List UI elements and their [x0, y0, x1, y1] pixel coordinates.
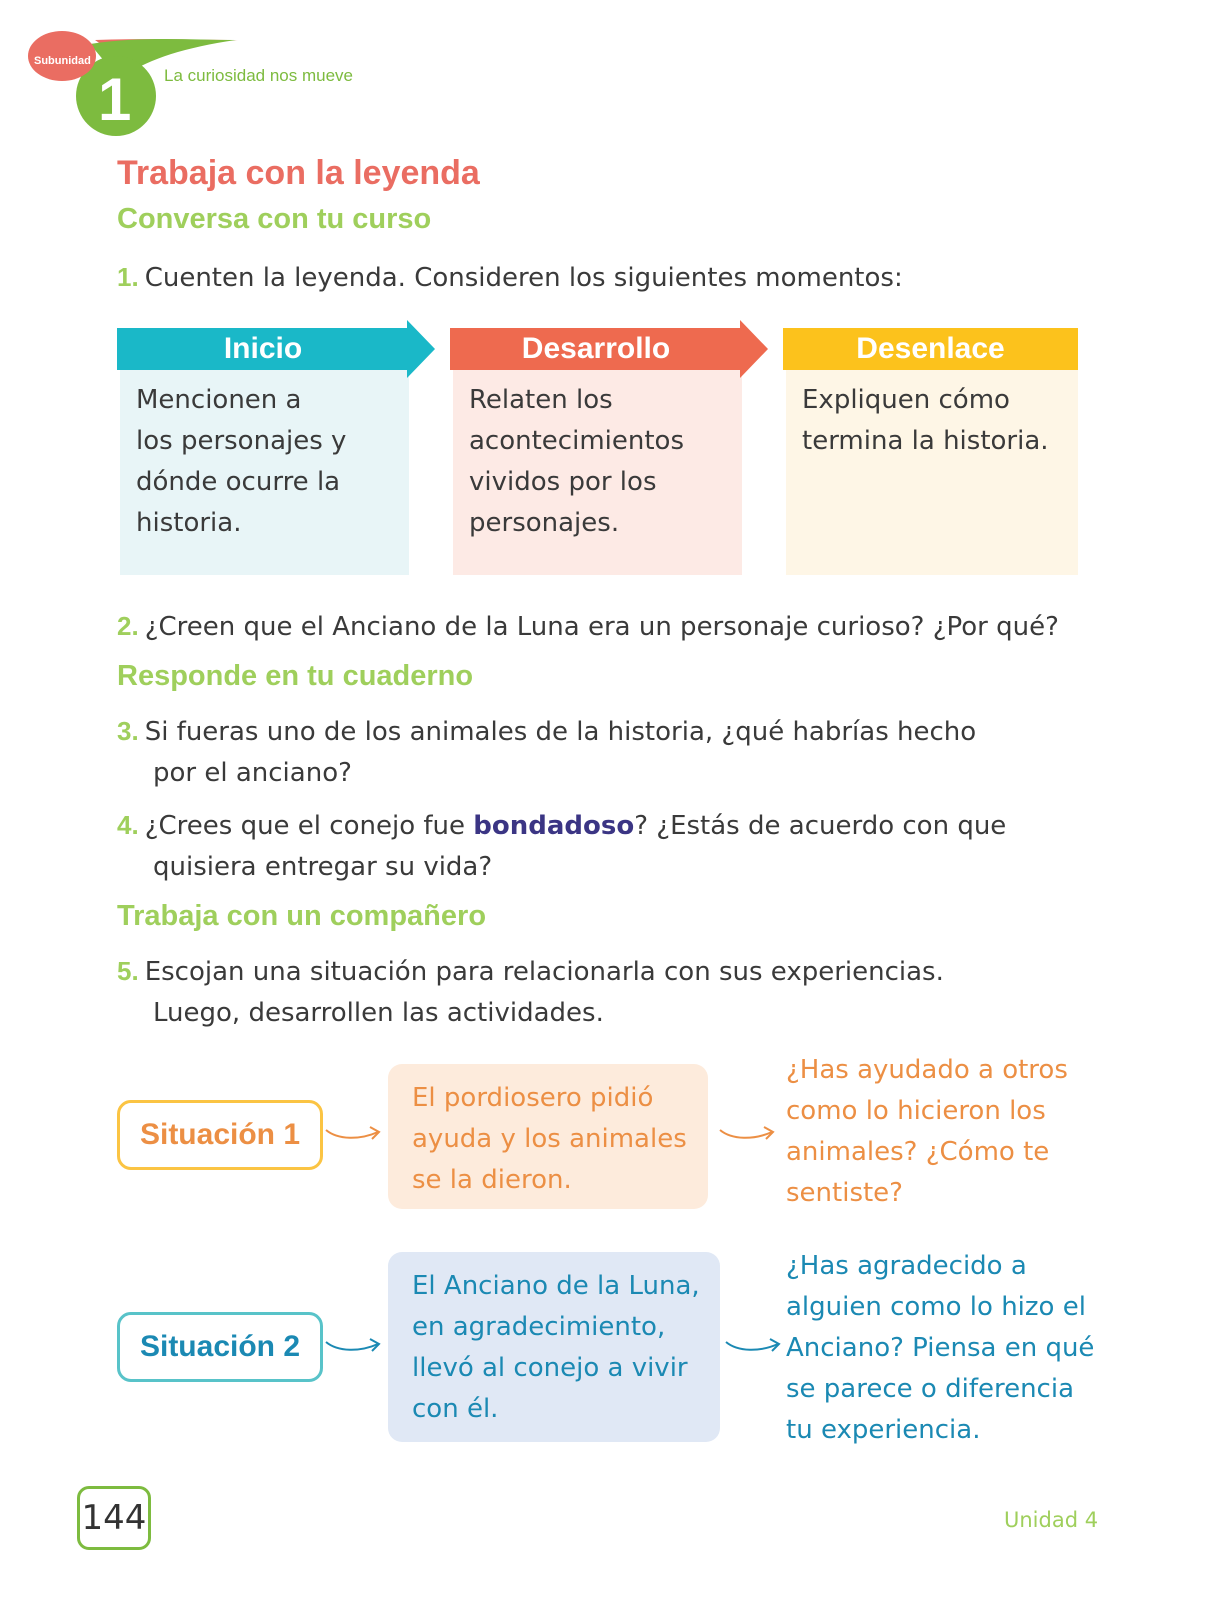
- question-4: [117, 805, 1097, 888]
- curved-arrow-icon: [724, 1334, 784, 1358]
- question-number: 5.: [117, 956, 139, 986]
- moment-title: Desarrollo: [450, 328, 742, 370]
- question-5: [117, 951, 1097, 1034]
- question-2: [117, 606, 1097, 648]
- question-number: 1.: [117, 262, 139, 292]
- section-respond: Responde en tu cuaderno: [117, 660, 474, 692]
- situation-1-question: ¿Has ayudado a otros como lo hicieron los animales? ¿Cómo te sentiste?: [786, 1055, 1068, 1208]
- question-number: 3.: [117, 716, 139, 746]
- moment-title: Desenlace: [783, 328, 1078, 370]
- question-text: Cuenten la leyenda. Consideren los siguientes momentos:: [144, 263, 903, 293]
- question-text: ? ¿Estás de acuerdo con que: [634, 811, 1007, 841]
- question-text: ¿Creen que el Anciano de la Luna era un personaje curioso? ¿Por qué?: [144, 612, 1059, 642]
- moment-body: Mencionen a los personajes y dónde ocurre la historia.: [120, 370, 409, 575]
- question-1: [117, 257, 1097, 299]
- arrow-right-icon: [407, 320, 435, 378]
- question-number: 2.: [117, 611, 139, 641]
- situation-1-description: El pordiosero pidió ayuda y los animales se la dieron.: [388, 1064, 708, 1209]
- question-text-cont: Luego, desarrollen las actividades.: [153, 998, 604, 1028]
- page-number: 144: [77, 1486, 151, 1550]
- situation-2-label: Situación 2: [117, 1312, 323, 1382]
- situation-2-description: El Anciano de la Luna, en agradecimiento, llevó al conejo a vivir con él.: [388, 1252, 720, 1442]
- arrow-right-icon: [740, 320, 768, 378]
- curved-arrow-icon: [718, 1122, 778, 1146]
- moment-desenlace: [783, 328, 1078, 575]
- header-title: La curiosidad nos mueve: [164, 66, 354, 85]
- question-3: [117, 711, 1097, 794]
- curved-arrow-icon: [324, 1122, 384, 1146]
- moment-body: Expliquen cómo termina la historia.: [786, 370, 1078, 575]
- unit-label: Unidad 4: [1004, 1508, 1099, 1532]
- moment-inicio: [117, 328, 409, 575]
- subunit-label: Subunidad: [34, 55, 91, 67]
- highlight-word: bondadoso: [473, 811, 635, 841]
- question-text: Si fueras uno de los animales de la historia, ¿qué habrías hecho: [144, 717, 977, 747]
- question-text: Escojan una situación para relacionarla con sus experiencias.: [144, 957, 944, 987]
- question-text: ¿Crees que el conejo fue: [144, 811, 474, 841]
- question-text-cont: quisiera entregar su vida?: [153, 852, 493, 882]
- page-title: Trabaja con la leyenda: [117, 154, 480, 192]
- section-partner: Trabaja con un compañero: [117, 900, 487, 932]
- curved-arrow-icon: [324, 1334, 384, 1358]
- question-number: 4.: [117, 810, 139, 840]
- moment-title: Inicio: [117, 328, 409, 370]
- moment-body: Relaten los acontecimientos vividos por los personajes.: [453, 370, 742, 575]
- question-text-cont: por el anciano?: [153, 758, 352, 788]
- situation-1-label: Situación 1: [117, 1100, 323, 1170]
- subunit-number: 1: [98, 66, 132, 133]
- situation-2-question: ¿Has agradecido a alguien como lo hizo el Anciano? Piensa en qué se parece o diferencia tu experiencia.: [786, 1251, 1095, 1445]
- section-converse: Conversa con tu curso: [117, 203, 432, 235]
- moment-desarrollo: [450, 328, 742, 575]
